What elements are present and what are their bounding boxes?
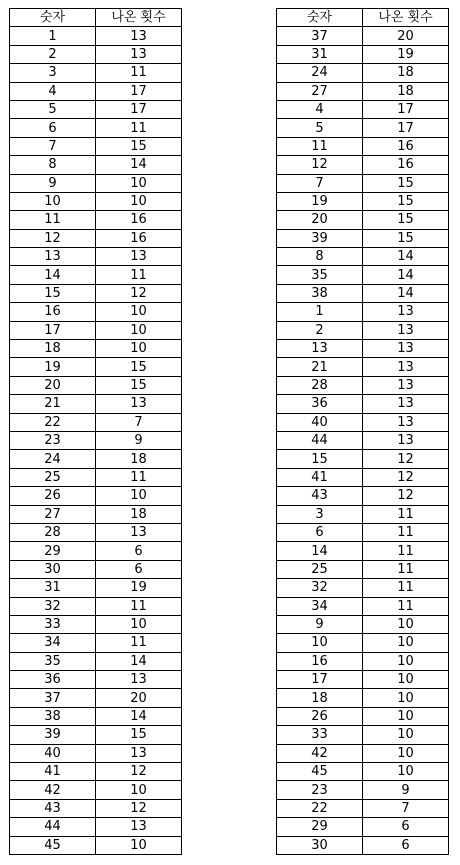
table-row	[277, 64, 449, 82]
number-cell: 44	[10, 818, 96, 836]
count-cell: 13	[363, 413, 449, 431]
count-cell: 12	[96, 284, 182, 302]
count-cell: 11	[96, 266, 182, 284]
number-frequency-table	[9, 8, 182, 855]
table-row	[10, 119, 182, 137]
table-row	[277, 836, 449, 854]
table-row	[10, 266, 182, 284]
number-cell: 32	[277, 579, 363, 597]
table-row	[10, 818, 182, 836]
number-cell: 37	[277, 27, 363, 45]
table-row	[277, 523, 449, 541]
table-row	[10, 211, 182, 229]
table-row	[277, 689, 449, 707]
number-cell: 38	[10, 707, 96, 725]
number-cell: 1	[277, 303, 363, 321]
column-header-number: 숫자	[277, 9, 363, 27]
count-cell: 11	[96, 597, 182, 615]
count-cell: 12	[363, 487, 449, 505]
number-cell: 19	[277, 192, 363, 210]
table-row	[277, 652, 449, 670]
count-cell: 17	[363, 119, 449, 137]
number-cell: 21	[277, 358, 363, 376]
table-row	[277, 450, 449, 468]
number-cell: 5	[10, 100, 96, 118]
table-body	[277, 27, 449, 855]
number-cell: 7	[10, 137, 96, 155]
number-cell: 14	[10, 266, 96, 284]
number-cell: 28	[277, 376, 363, 394]
table-row	[277, 321, 449, 339]
number-cell: 41	[277, 468, 363, 486]
number-cell: 13	[277, 340, 363, 358]
count-cell: 14	[363, 284, 449, 302]
table-row	[277, 137, 449, 155]
number-cell: 23	[277, 781, 363, 799]
count-cell: 20	[96, 689, 182, 707]
number-cell: 6	[277, 523, 363, 541]
count-cell: 17	[96, 100, 182, 118]
number-cell: 43	[277, 487, 363, 505]
number-cell: 3	[10, 64, 96, 82]
count-cell: 10	[363, 744, 449, 762]
count-cell: 13	[363, 395, 449, 413]
table-row	[277, 487, 449, 505]
number-cell: 33	[277, 726, 363, 744]
count-cell: 10	[96, 192, 182, 210]
table-header-row	[277, 9, 449, 27]
count-cell: 13	[363, 358, 449, 376]
table-row	[277, 634, 449, 652]
number-cell: 2	[277, 321, 363, 339]
table-row	[277, 27, 449, 45]
table-row	[10, 523, 182, 541]
count-cell: 18	[363, 64, 449, 82]
count-cell: 13	[96, 395, 182, 413]
table-row	[10, 340, 182, 358]
number-cell: 23	[10, 431, 96, 449]
table-row	[10, 303, 182, 321]
table-row	[10, 763, 182, 781]
table-row	[277, 340, 449, 358]
table-row	[277, 82, 449, 100]
count-cell: 10	[96, 303, 182, 321]
number-cell: 42	[277, 744, 363, 762]
count-cell: 18	[363, 82, 449, 100]
count-cell: 15	[96, 358, 182, 376]
number-cell: 16	[277, 652, 363, 670]
count-cell: 11	[363, 579, 449, 597]
count-cell: 11	[363, 505, 449, 523]
count-cell: 16	[363, 156, 449, 174]
count-cell: 17	[363, 100, 449, 118]
number-cell: 18	[10, 340, 96, 358]
table-row	[10, 284, 182, 302]
count-cell: 14	[96, 707, 182, 725]
number-cell: 36	[10, 671, 96, 689]
number-cell: 8	[277, 248, 363, 266]
count-cell: 13	[363, 303, 449, 321]
number-cell: 17	[277, 671, 363, 689]
count-cell: 6	[363, 818, 449, 836]
table-row	[277, 818, 449, 836]
table-row	[10, 82, 182, 100]
number-cell: 9	[277, 615, 363, 633]
count-cell: 13	[96, 45, 182, 63]
number-cell: 35	[10, 652, 96, 670]
table-row	[10, 100, 182, 118]
number-cell: 12	[277, 156, 363, 174]
table-row	[277, 284, 449, 302]
table-row	[10, 450, 182, 468]
number-cell: 39	[277, 229, 363, 247]
number-cell: 12	[10, 229, 96, 247]
count-cell: 10	[363, 763, 449, 781]
number-cell: 19	[10, 358, 96, 376]
table-row	[10, 321, 182, 339]
table-body	[10, 27, 182, 855]
table-row	[277, 413, 449, 431]
count-cell: 10	[363, 726, 449, 744]
count-cell: 13	[363, 340, 449, 358]
number-cell: 1	[10, 27, 96, 45]
count-cell: 16	[363, 137, 449, 155]
column-header-count: 나온 횟수	[363, 9, 449, 27]
count-cell: 12	[96, 763, 182, 781]
number-cell: 3	[277, 505, 363, 523]
table-row	[10, 413, 182, 431]
count-cell: 14	[363, 266, 449, 284]
number-cell: 24	[277, 64, 363, 82]
number-cell: 4	[277, 100, 363, 118]
count-cell: 10	[96, 340, 182, 358]
number-cell: 20	[277, 211, 363, 229]
count-cell: 15	[363, 192, 449, 210]
count-cell: 10	[96, 174, 182, 192]
table-row	[10, 229, 182, 247]
count-cell: 13	[363, 321, 449, 339]
number-cell: 32	[10, 597, 96, 615]
table-row	[277, 248, 449, 266]
table-row	[10, 468, 182, 486]
count-cell: 10	[363, 671, 449, 689]
number-cell: 20	[10, 376, 96, 394]
number-cell: 8	[10, 156, 96, 174]
number-cell: 37	[10, 689, 96, 707]
count-cell: 12	[96, 799, 182, 817]
number-cell: 34	[277, 597, 363, 615]
table-row	[277, 781, 449, 799]
number-cell: 39	[10, 726, 96, 744]
table-row	[277, 192, 449, 210]
count-cell: 15	[96, 376, 182, 394]
table-row	[277, 505, 449, 523]
table-header-row	[10, 9, 182, 27]
count-cell: 11	[96, 468, 182, 486]
number-cell: 11	[277, 137, 363, 155]
count-cell: 10	[363, 652, 449, 670]
table-row	[10, 45, 182, 63]
table-row	[277, 119, 449, 137]
table-row	[10, 156, 182, 174]
table-row	[277, 799, 449, 817]
number-cell: 21	[10, 395, 96, 413]
number-cell: 22	[277, 799, 363, 817]
number-cell: 30	[277, 836, 363, 854]
table-row	[10, 395, 182, 413]
number-cell: 4	[10, 82, 96, 100]
number-cell: 28	[10, 523, 96, 541]
table-row	[10, 615, 182, 633]
table-row	[277, 615, 449, 633]
number-cell: 30	[10, 560, 96, 578]
number-cell: 24	[10, 450, 96, 468]
count-cell: 10	[96, 615, 182, 633]
table-row	[277, 468, 449, 486]
count-cell: 13	[363, 376, 449, 394]
number-cell: 45	[277, 763, 363, 781]
table-row	[10, 248, 182, 266]
number-cell: 18	[277, 689, 363, 707]
number-cell: 26	[277, 707, 363, 725]
number-cell: 45	[10, 836, 96, 854]
table-row	[277, 744, 449, 762]
count-cell: 15	[96, 137, 182, 155]
table-row	[277, 358, 449, 376]
count-cell: 13	[96, 818, 182, 836]
number-cell: 31	[277, 45, 363, 63]
table-row	[10, 744, 182, 762]
number-cell: 29	[277, 818, 363, 836]
count-cell: 6	[96, 542, 182, 560]
table-row	[277, 579, 449, 597]
table-row	[10, 137, 182, 155]
count-cell: 13	[96, 523, 182, 541]
table-row	[10, 597, 182, 615]
number-cell: 31	[10, 579, 96, 597]
count-cell: 10	[363, 689, 449, 707]
count-cell: 12	[363, 468, 449, 486]
column-header-count: 나온 횟수	[96, 9, 182, 27]
table-row	[10, 64, 182, 82]
table-row	[10, 799, 182, 817]
column-header-number: 숫자	[10, 9, 96, 27]
count-cell: 18	[96, 450, 182, 468]
table-row	[10, 671, 182, 689]
count-cell: 9	[363, 781, 449, 799]
table-row	[277, 174, 449, 192]
number-cell: 11	[10, 211, 96, 229]
table-row	[10, 174, 182, 192]
number-cell: 35	[277, 266, 363, 284]
count-cell: 10	[96, 321, 182, 339]
table-row	[10, 634, 182, 652]
table-row	[277, 156, 449, 174]
count-cell: 10	[363, 615, 449, 633]
count-cell: 13	[96, 248, 182, 266]
number-cell: 27	[277, 82, 363, 100]
number-cell: 26	[10, 487, 96, 505]
table-row	[10, 781, 182, 799]
count-cell: 13	[96, 27, 182, 45]
sorted-frequency-table	[276, 8, 449, 855]
number-cell: 36	[277, 395, 363, 413]
table-row	[277, 671, 449, 689]
count-cell: 16	[96, 229, 182, 247]
count-cell: 11	[96, 634, 182, 652]
table-row	[277, 560, 449, 578]
table-row	[10, 579, 182, 597]
table-row	[277, 211, 449, 229]
number-cell: 5	[277, 119, 363, 137]
count-cell: 13	[96, 744, 182, 762]
count-cell: 10	[363, 707, 449, 725]
number-cell: 2	[10, 45, 96, 63]
count-cell: 14	[363, 248, 449, 266]
number-cell: 14	[277, 542, 363, 560]
count-cell: 7	[363, 799, 449, 817]
table-row	[10, 376, 182, 394]
count-cell: 14	[96, 156, 182, 174]
table-row	[10, 27, 182, 45]
number-cell: 41	[10, 763, 96, 781]
count-cell: 6	[96, 560, 182, 578]
number-cell: 9	[10, 174, 96, 192]
count-cell: 15	[363, 229, 449, 247]
table-row	[10, 836, 182, 854]
count-cell: 11	[363, 560, 449, 578]
table-row	[10, 652, 182, 670]
number-cell: 42	[10, 781, 96, 799]
count-cell: 11	[96, 64, 182, 82]
number-cell: 25	[277, 560, 363, 578]
number-cell: 15	[10, 284, 96, 302]
count-cell: 10	[96, 487, 182, 505]
number-cell: 34	[10, 634, 96, 652]
table-row	[10, 358, 182, 376]
count-cell: 11	[363, 523, 449, 541]
table-row	[277, 303, 449, 321]
number-cell: 22	[10, 413, 96, 431]
number-cell: 17	[10, 321, 96, 339]
table-row	[277, 597, 449, 615]
number-cell: 44	[277, 431, 363, 449]
count-cell: 11	[363, 597, 449, 615]
number-cell: 13	[10, 248, 96, 266]
number-cell: 16	[10, 303, 96, 321]
number-cell: 40	[277, 413, 363, 431]
number-cell: 27	[10, 505, 96, 523]
table-row	[277, 266, 449, 284]
table-row	[10, 487, 182, 505]
count-cell: 19	[363, 45, 449, 63]
count-cell: 7	[96, 413, 182, 431]
table-row	[277, 395, 449, 413]
number-cell: 38	[277, 284, 363, 302]
count-cell: 11	[363, 542, 449, 560]
table-row	[277, 542, 449, 560]
count-cell: 12	[363, 450, 449, 468]
table-row	[277, 45, 449, 63]
count-cell: 11	[96, 119, 182, 137]
table-row	[10, 542, 182, 560]
table-row	[277, 100, 449, 118]
table-row	[10, 431, 182, 449]
count-cell: 15	[96, 726, 182, 744]
count-cell: 13	[363, 431, 449, 449]
number-cell: 40	[10, 744, 96, 762]
count-cell: 6	[363, 836, 449, 854]
table-row	[10, 505, 182, 523]
number-cell: 29	[10, 542, 96, 560]
number-cell: 15	[277, 450, 363, 468]
table-row	[277, 229, 449, 247]
table-row	[10, 560, 182, 578]
table-row	[277, 376, 449, 394]
number-cell: 7	[277, 174, 363, 192]
table-row	[277, 707, 449, 725]
table-row	[10, 192, 182, 210]
count-cell: 9	[96, 431, 182, 449]
count-cell: 10	[96, 836, 182, 854]
number-cell: 10	[277, 634, 363, 652]
count-cell: 18	[96, 505, 182, 523]
number-cell: 25	[10, 468, 96, 486]
table-row	[277, 763, 449, 781]
count-cell: 10	[363, 634, 449, 652]
count-cell: 14	[96, 652, 182, 670]
number-cell: 6	[10, 119, 96, 137]
count-cell: 17	[96, 82, 182, 100]
count-cell: 19	[96, 579, 182, 597]
table-row	[277, 726, 449, 744]
count-cell: 10	[96, 781, 182, 799]
count-cell: 15	[363, 174, 449, 192]
count-cell: 20	[363, 27, 449, 45]
count-cell: 16	[96, 211, 182, 229]
count-cell: 13	[96, 671, 182, 689]
table-row	[10, 726, 182, 744]
number-cell: 43	[10, 799, 96, 817]
table-row	[277, 431, 449, 449]
number-cell: 33	[10, 615, 96, 633]
count-cell: 15	[363, 211, 449, 229]
table-row	[10, 689, 182, 707]
table-row	[10, 707, 182, 725]
number-cell: 10	[10, 192, 96, 210]
